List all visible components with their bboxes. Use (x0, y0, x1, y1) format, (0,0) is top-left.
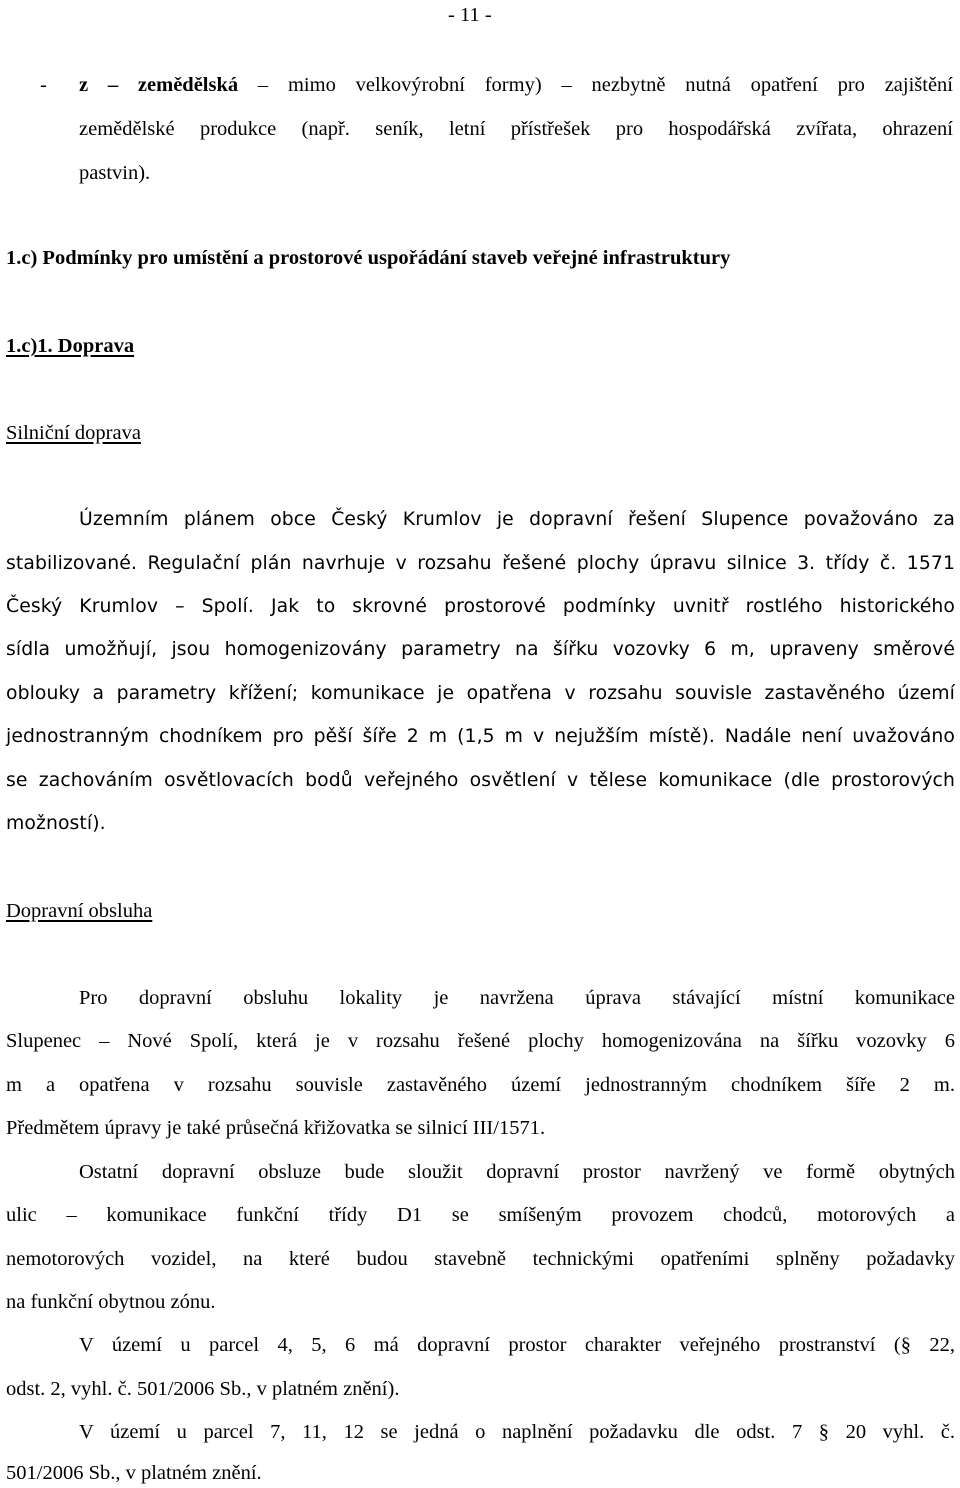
para1-line-6 (6, 724, 955, 750)
bullet-line-1-rest: – mimo velkovýrobní formy) – nezbytně nutná opatření pro zajištění (238, 74, 953, 96)
para5-line-1: V území u parcel 7, 11, 12 se jedná o naplnění požadavku dle odst. 7 § 20 vyhl. č. (79, 1421, 955, 1443)
para4-line-1: V území u parcel 4, 5, 6 má dopravní prostor charakter veřejného prostranství (§ 22, (79, 1334, 955, 1356)
para3-line-2: ulic – komunikace funkční třídy D1 se smíšeným provozem chodců, motorových a (6, 1204, 955, 1226)
para1-line-1: Územním plánem obce Český Krumlov je dopravní řešení Slupence považováno za (79, 509, 955, 530)
para2-line-3: m a opatřena v rozsahu souvisle zastavěného území jednostranným chodníkem šíře 2 m. (6, 1074, 955, 1096)
para2-line-1: Pro dopravní obsluhu lokality je navržena úprava stávající místní komunikace (79, 987, 955, 1009)
para1-line-4: sídla umožňují, jsou homogenizovány parametry na šířku vozovky 6 m, upraveny směrové (6, 639, 955, 660)
para3-line-3: nemotorových vozidel, na které budou stavebně technickými opatřeními splněny požadavky (6, 1248, 955, 1270)
section-heading: 1.c) Podmínky pro umístění a prostorové uspořádání staveb veřejné infrastruktury (6, 247, 731, 269)
para1-line-5: oblouky a parametry křížení; komunikace je opatřena v rozsahu souvisle zastavěného území (6, 683, 955, 704)
para3-line-4: na funkční obytnou zónu. (6, 1291, 216, 1313)
bullet-line-3: pastvin). (79, 162, 151, 184)
bullet-line-2: zemědělské produkce (např. seník, letní přístřešek pro hospodářská zvířata, ohrazení (79, 118, 953, 140)
page-number: - 11 - (448, 4, 492, 26)
para1-line-6a: jednostranným chodníkem pro pěší šíře 2 m (1,5 m v nejužším místě). (6, 726, 715, 747)
para1-line-2b: Regulační plán navrhuje v rozsahu řešené plochy úpravu silnice 3. třídy č. 1571 (137, 553, 955, 574)
bullet-dash: - (40, 74, 47, 96)
para2-line-4: Předmětem úpravy je také průsečná křižovatka se silnicí III/1571. (6, 1117, 546, 1139)
para1-line-3b: Jak to skrovné prostorové podmínky uvnitř rostlého historického (253, 596, 955, 617)
para1-line-6b: Nadále není uvažováno (714, 726, 955, 747)
para1-line-2a: stabilizované. (6, 553, 138, 574)
para4-line-2: odst. 2, vyhl. č. 501/2006 Sb., v platném znění). (6, 1378, 400, 1400)
para1-line-3a: Český Krumlov – Spolí. (6, 596, 254, 617)
service-heading: Dopravní obsluha (6, 900, 153, 922)
para1-line-3 (6, 594, 955, 620)
para1-line-8: možností). (6, 813, 106, 834)
para1-line-2 (6, 551, 955, 577)
bullet-lead: z – zemědělská (79, 74, 239, 96)
para5-line-2: 501/2006 Sb., v platném znění. (6, 1462, 262, 1484)
bullet-line-1 (79, 72, 953, 98)
para1-line-7: se zachováním osvětlovacích bodů veřejného osvětlení v tělese komunikace (dle prostorových (6, 770, 955, 791)
para3-line-1: Ostatní dopravní obsluze bude sloužit dopravní prostor navržený ve formě obytných (79, 1161, 955, 1183)
subsection-heading: 1.c)1. Doprava (6, 335, 135, 357)
road-transport-heading: Silniční doprava (6, 422, 141, 444)
para2-line-2: Slupenec – Nové Spolí, která je v rozsahu řešené plochy homogenizována na šířku vozovky 6 (6, 1030, 955, 1052)
